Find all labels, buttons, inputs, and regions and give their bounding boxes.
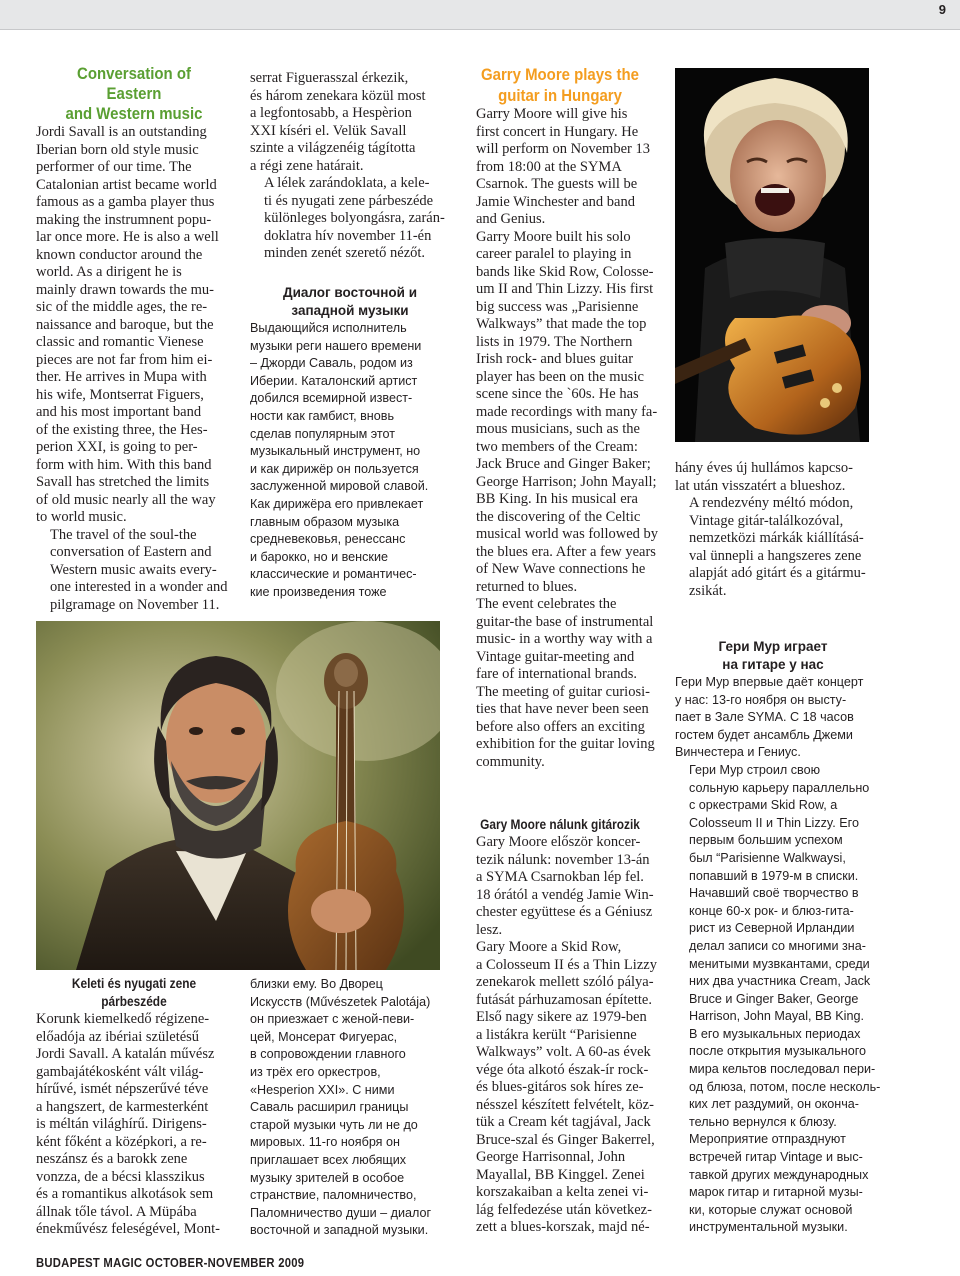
text-line: doklatra hív november 11-én (264, 227, 432, 244)
text-line: Jordi Savall is an outstanding (36, 124, 207, 140)
text-line: Mayallal, BB Kinggel. Zenei (476, 1166, 645, 1183)
text-line: hírűvé, ismét népszerűvé téve (36, 1081, 209, 1097)
text-line: the blues era. After a few years (476, 543, 656, 560)
text-line: famous as a gamba player thus (36, 194, 215, 210)
text-line: встречей гитар Vintage и выс- (689, 1150, 863, 1165)
text-line: делал записи со многими зна- (689, 938, 866, 953)
text-line: Iberian born old style music (36, 141, 199, 158)
text-line: player has been on the music (476, 368, 644, 385)
text-line: world. As a dirigent he is (36, 264, 182, 280)
text-line: и барокко, но и венские (250, 549, 388, 564)
text-line: «Hesperion XXI». С ними (250, 1082, 395, 1097)
text-line: vége óta alkotó észak-ír rock- (476, 1061, 649, 1078)
text-line: mainly drawn towards the mu- (36, 281, 214, 298)
text-line: Bruce и Ginger Baker, George (689, 991, 859, 1006)
text-line: XXI kíséri el. Velük Savall (250, 122, 407, 139)
text-line: zett a blues-korszak, majd né- (476, 1219, 650, 1235)
text-line: career paralel to playing in (476, 246, 632, 262)
text-line: George Harrisonnal, John (476, 1149, 626, 1165)
text-line: um II and Thin Lizzy. His first (476, 281, 654, 297)
text-line: fare of international brands. (476, 666, 638, 682)
text-line: pilgramage on November 11. (50, 596, 220, 613)
text-line: one interested in a wonder and (50, 579, 228, 595)
text-line: од блюза, потом, после несколь- (689, 1079, 881, 1094)
article-moore-ru (675, 638, 881, 1237)
text-line: neszánsz és a barokk zene (36, 1151, 188, 1167)
article-savall-ru-continued (250, 976, 450, 1240)
text-line: és a romantikus alkotások sem (36, 1186, 214, 1202)
text-line: Выдающийся исполнитель (250, 321, 407, 335)
paragraph (462, 939, 658, 1237)
text-line: lág felfedezése után következ- (476, 1201, 652, 1218)
text-line: мировых. 11-го ноября он (250, 1135, 400, 1150)
text-line: сделав популярным этот (250, 426, 396, 441)
paragraph (250, 175, 450, 263)
text-line: is méltán világhírű. Dirigens- (36, 1116, 207, 1132)
text-line: bands like Skid Row, Colosse- (476, 263, 654, 280)
text-line: кие произведения тоже (250, 584, 387, 599)
article-title: Гери Мур играет на гитаре у нас (718, 639, 828, 672)
text-line: classic and romantic Vienese (36, 334, 204, 350)
article-body (250, 976, 450, 1240)
text-line: The meeting of guitar curiosi- (476, 683, 650, 700)
text-line: первым большим успехом (689, 833, 843, 848)
paragraph (250, 320, 450, 602)
text-line: and Genius. (476, 211, 546, 227)
text-line: странствие, паломничество, (250, 1188, 417, 1203)
article-savall-hu (36, 975, 232, 1239)
text-line: марок гитар и гитарной музы- (689, 1185, 863, 1200)
text-line: сольную карьеру параллельно (689, 780, 870, 795)
text-line: ti és nyugati zene párbeszéde (264, 192, 434, 209)
article-body (675, 674, 881, 1237)
paragraph (462, 106, 658, 229)
text-line: конце 60-х рок- и блюз-гита- (689, 903, 854, 918)
text-line: инструментальной музыки. (689, 1220, 848, 1235)
article-title: Gary Moore nálunk gitározik (480, 817, 640, 832)
text-line: of New Wave connections he (476, 561, 646, 577)
text-line: lists in 1979. The Northern (476, 333, 633, 350)
text-line: The event celebrates the (476, 596, 617, 612)
text-line: Walkways” volt. A 60-as évek (476, 1044, 651, 1060)
article-body (675, 460, 871, 600)
paragraph (462, 596, 658, 771)
text-line: средневековья, ренессанс (250, 532, 406, 547)
text-line: мира кельтов последовал пери- (689, 1062, 876, 1077)
text-line: val ünnepli a hangszeres zene (689, 547, 862, 564)
text-line: музыкальный инструмент, но (250, 444, 421, 459)
text-line: will perform on November 13 (476, 141, 650, 157)
gary-moore-photo (675, 68, 869, 442)
text-line: Vintage gitár-találkozóval, (689, 512, 844, 529)
text-line: lat után visszatért a blueshoz. (675, 477, 846, 494)
text-line: before also offers an exciting (476, 718, 645, 735)
text-line: восточной и западной музыки. (250, 1223, 429, 1238)
text-line: Jack Bruce and Ginger Baker; (476, 456, 651, 472)
header-bar (0, 0, 960, 30)
page-number: 9 (938, 2, 946, 17)
text-line: állnak tőle távol. A Müpába (36, 1203, 197, 1220)
text-line: Garry Moore will give his (476, 106, 628, 122)
text-line: Western music awaits every- (50, 561, 217, 578)
text-line: The travel of the soul-the (50, 526, 197, 543)
text-line: пает в Зале SYMA. С 18 часов (675, 710, 854, 725)
text-line: musical world was followed by (476, 526, 659, 542)
text-line: Vintage guitar-meeting and (476, 648, 635, 665)
text-line: 18 órától a vendég Jamie Win- (476, 886, 654, 903)
text-line: a hangszert, de karmesterként (36, 1098, 209, 1115)
paragraph (36, 124, 232, 527)
text-line: scene since the `60s. He has (476, 386, 639, 402)
text-line: Jordi Savall. A katalán művész (36, 1046, 215, 1062)
text-line: serrat Figuerasszal érkezik, (250, 70, 409, 86)
text-line: главным образом музыка (250, 514, 400, 529)
text-line: pieces are not far from him ei- (36, 351, 213, 368)
text-line: conversation of Eastern and (50, 544, 212, 560)
text-line: big success was „Parisienne (476, 298, 639, 315)
text-line: ности как гамбист, вновь (250, 408, 395, 423)
text-line: George Harrison; John Mayall; (476, 473, 657, 490)
text-line: hány éves új hullámos kapcso- (675, 460, 853, 476)
paragraph (675, 460, 871, 495)
text-line: community. (476, 753, 545, 770)
text-line: from 18:00 at the SYMA (476, 158, 622, 175)
article-title: Диалог восточной и западной музыки (282, 285, 418, 318)
text-line: ties that have never been seen (476, 701, 649, 717)
text-line: mous musicians, such as the (476, 421, 640, 437)
text-line: Jamie Winchester and band (476, 193, 635, 210)
text-line: музыку зрителей в особое (250, 1170, 405, 1185)
text-line: made recordings with many fa- (476, 403, 658, 420)
text-line: тельно вернулся к блюзу. (689, 1114, 837, 1129)
text-line: futását párhuzamosan építette. (476, 991, 652, 1008)
text-line: Irish rock- and blues guitar (476, 351, 634, 367)
text-line: он приезжает с женой-певи- (250, 1012, 415, 1027)
text-line: first concert in Hungary. He (476, 123, 639, 140)
text-line: Искусств (Művészetek Palotája) (250, 994, 431, 1009)
text-line: form with him. With this band (36, 456, 212, 473)
paragraph (675, 762, 881, 1131)
article-title: Garry Moore plays the guitar in Hungary (481, 65, 639, 105)
text-line: и как дирижёр он пользуется (250, 461, 419, 476)
article-body (36, 1011, 232, 1239)
gary-moore-image (675, 68, 869, 442)
text-line: Паломничество души – диалог (250, 1205, 432, 1220)
text-line: the discovering of the Celtic (476, 508, 641, 525)
text-line: exhibition for the guitar loving (476, 736, 655, 752)
article-body (36, 124, 232, 614)
text-line: and his most important band (36, 404, 202, 420)
paragraph (675, 674, 871, 762)
text-line: гостем будет ансамбль Джеми (675, 727, 853, 742)
article-moore-en (462, 64, 658, 771)
text-line: Гери Мур впервые даёт концерт (675, 675, 864, 689)
article-savall-hu-continued (250, 70, 450, 263)
paragraph (250, 976, 450, 1240)
text-line: lesz. (476, 921, 503, 938)
text-line: после открытия музыкального (689, 1044, 867, 1059)
article-body (250, 320, 450, 602)
text-line: Gary Moore először koncer- (476, 834, 641, 850)
text-line: korszakaiban a kelta zenei vi- (476, 1184, 649, 1200)
text-line: классические и романтичес- (250, 567, 417, 582)
text-line: с оркестрами Skid Row, а (689, 798, 838, 813)
text-line: különleges bolyongásra, zarán- (264, 210, 445, 226)
text-line: performer of our time. The (36, 159, 192, 175)
text-line: у нас: 13-го ноября он высту- (675, 692, 847, 707)
text-line: és blues-gitáros sok híres ze- (476, 1079, 644, 1095)
text-line: Savall has stretched the limits (36, 474, 210, 490)
text-line: ként főként a középkori, a re- (36, 1133, 207, 1150)
text-line: music- in a worthy way with a (476, 631, 653, 647)
text-line: Как дирижёра его привлекает (250, 496, 424, 511)
text-line: a SYMA Csarnokban lép fel. (476, 869, 644, 885)
text-line: sic of the middle ages, the re- (36, 299, 208, 315)
text-line: рист из Северной Ирландии (689, 921, 855, 936)
text-line: alapját adó gitárt és a gitármu- (689, 565, 866, 581)
article-moore-hu-continued (675, 460, 871, 600)
text-line: és három zenekara közül most (250, 87, 426, 104)
text-line: Harrison, John Mayal, BB King. (689, 1009, 864, 1024)
text-line: В его музыкальных периодах (689, 1026, 861, 1041)
text-line: ки, которые служат основой (689, 1202, 853, 1217)
text-line: known conductor around the (36, 246, 203, 263)
text-line: two members of the Cream: (476, 438, 638, 455)
article-body (462, 106, 658, 771)
text-line: тавкой других международных (689, 1167, 869, 1182)
article-title: Keleti és nyugati zene párbeszéde (71, 976, 197, 1009)
text-line: Gary Moore a Skid Row, (476, 939, 622, 955)
text-line: tezik nálunk: november 13-án (476, 851, 650, 868)
text-line: guitar-the base of instrumental (476, 613, 654, 630)
paragraph (675, 495, 871, 600)
text-line: tük a Cream két tagjával, Jack (476, 1114, 651, 1130)
text-line: a listákra került “Parisienne (476, 1026, 637, 1043)
article-moore-hu (462, 816, 658, 1237)
text-line: lar once more. He is also a well (36, 229, 219, 245)
jordi-savall-photo (36, 621, 440, 970)
article-savall-ru (250, 284, 450, 602)
text-line: minden zenét szerető nézőt. (264, 245, 426, 261)
text-line: ther. He arrives in Mupa with (36, 369, 207, 385)
text-line: zenekarok mellett szóló pálya- (476, 974, 654, 990)
text-line: Винчестера и Гениус. (675, 745, 801, 760)
text-line: returned to blues. (476, 578, 578, 595)
text-line: – Джорди Саваль, родом из (250, 356, 413, 371)
text-line: из трёх его оркестров, (250, 1064, 381, 1079)
text-line: to world music. (36, 509, 127, 525)
text-line: них двa участника Cream, Jack (689, 974, 871, 989)
article-body (250, 70, 450, 263)
paragraph (250, 70, 450, 175)
text-line: énekművész feleségével, Mont- (36, 1221, 220, 1237)
paragraph (675, 1131, 871, 1237)
text-line: старой музыки чуть ли не до (250, 1117, 418, 1132)
text-line: был “Parisienne Walkwaysi, (689, 850, 846, 865)
text-line: Első nagy sikere az 1979-ben (476, 1009, 647, 1025)
paragraph (36, 527, 232, 615)
paragraph (36, 1011, 232, 1239)
text-line: добился всемирной извест- (250, 391, 413, 406)
text-line: of old music nearly all the way (36, 491, 216, 508)
text-line: his wife, Montserrat Figuers, (36, 386, 204, 403)
text-line: Catalonian artist became world (36, 176, 217, 193)
text-line: chester együttese és a Géniusz (476, 904, 653, 920)
text-line: szinte a világzenéig tágította (250, 140, 416, 156)
text-line: a Colosseum II és a Thin Lizzy (476, 956, 657, 973)
savall-portrait-image (36, 621, 440, 970)
text-line: в сопровождении главного (250, 1047, 406, 1062)
text-line: előadója az ibériai születésű (36, 1028, 200, 1045)
article-savall-en (36, 64, 232, 614)
text-line: Гери Мур строил свою (689, 762, 821, 777)
text-line: a régi zene határait. (250, 157, 364, 174)
text-line: nésszel készített felvételt, köz- (476, 1096, 654, 1113)
text-line: Csarnok. The guests will be (476, 176, 638, 192)
text-line: Garry Moore built his solo (476, 228, 631, 245)
text-line: a legfontosabb, a Hespèrion (250, 105, 412, 121)
text-line: Мероприятие отпразднуют (689, 1132, 846, 1147)
text-line: of the existing three, the Hes- (36, 421, 208, 438)
text-line: Bruce-szal és Ginger Bakerrel, (476, 1131, 655, 1148)
text-line: zsikát. (689, 582, 727, 599)
text-line: naissance and baroque, but the (36, 316, 214, 333)
magazine-footer: BUDAPEST MAGIC OCTOBER-NOVEMBER 2009 (36, 1256, 305, 1270)
text-line: приглашает всех любящих (250, 1152, 407, 1167)
paragraph (462, 229, 658, 597)
text-line: gambajátékosként vált világ- (36, 1063, 204, 1080)
text-line: Colosseum II и Thin Lizzy. Его (689, 815, 859, 830)
text-line: ких лет раздумий, он оконча- (689, 1097, 859, 1112)
text-line: Korunk kiemelkedő régizene- (36, 1011, 210, 1027)
text-line: making the instrumnent popu- (36, 211, 212, 228)
text-line: заслуженной мировой славой. (250, 479, 429, 494)
text-line: близки ему. Во Дворец (250, 977, 383, 991)
text-line: Walkways” that made the top (476, 316, 647, 332)
text-line: perion XXI, is going to per- (36, 439, 198, 455)
article-title: Conversation of Eastern and Western music (65, 64, 203, 123)
text-line: BB King. In his musical era (476, 491, 638, 507)
text-line: Начавший своё творчество в (689, 886, 859, 901)
text-line: менитыми музвкантами, среди (689, 956, 870, 971)
text-line: Иберии. Каталонский артист (250, 373, 418, 388)
text-line: A rendezvény méltó módon, (689, 495, 854, 511)
article-body (462, 834, 658, 1237)
text-line: Саваль расширил границы (250, 1100, 409, 1115)
text-line: A lélek zarándoklata, a kele- (264, 175, 430, 191)
text-line: nemzetközi márkák kiállításá- (689, 530, 864, 546)
text-line: vonzza, de a bécsi klasszikus (36, 1168, 205, 1185)
text-line: музыки реги нашего времени (250, 338, 422, 353)
text-line: попавший в 1979-м в списки. (689, 868, 859, 883)
text-line: цей, Монсерат Фигуерас, (250, 1029, 398, 1044)
paragraph (462, 834, 658, 939)
